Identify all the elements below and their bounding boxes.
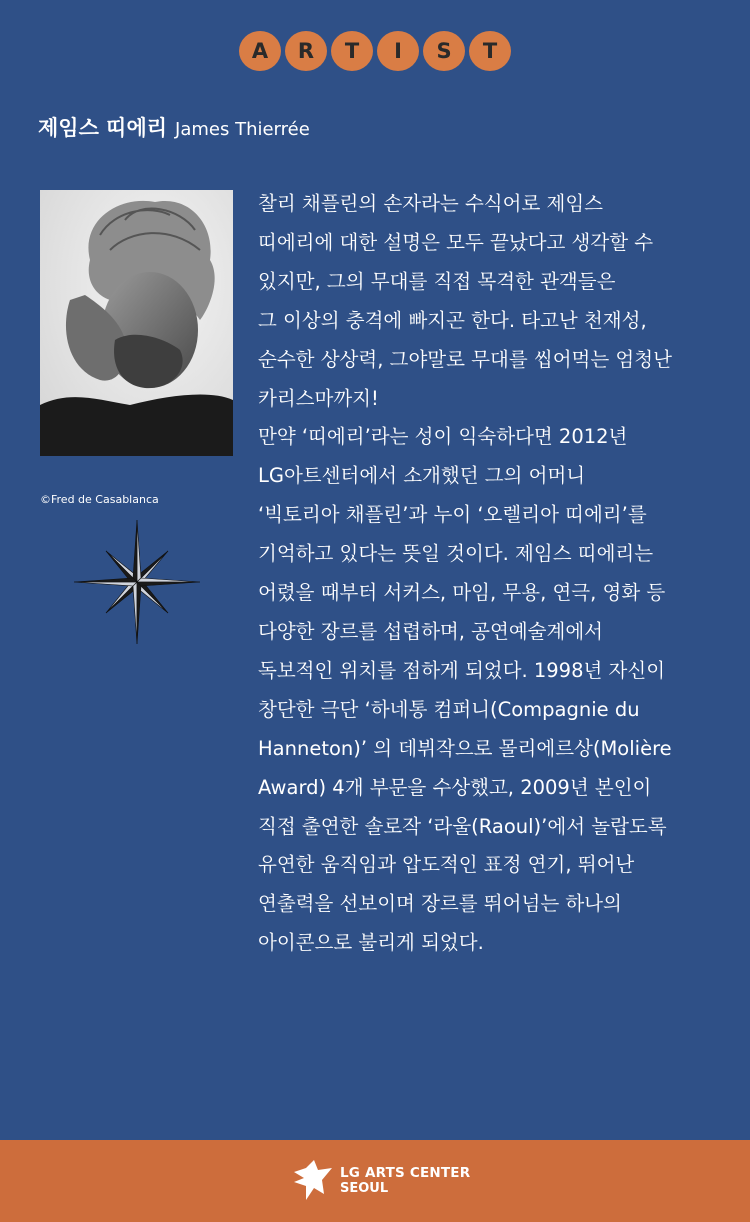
bio-line: 아이콘으로 불리게 되었다. [258,931,484,955]
logo-subtitle: SEOUL [340,1180,389,1196]
artist-photo [40,190,233,456]
bio-line: 카리스마까지! [258,386,379,410]
artist-name [38,112,310,142]
bio-line: 독보적인 위치를 점하게 되었다. 1998년 자신이 [258,658,666,682]
bio-line: 순수한 상상력, 그야말로 무대를 씹어먹는 엄청난 [258,347,672,371]
lg-arts-center-emblem-icon [292,1158,334,1202]
compass-rose-icon [72,518,202,646]
bio-line: LG아트센터에서 소개했던 그의 어머니 [258,464,586,488]
heading-letter: A [239,31,281,71]
heading-letter: T [331,31,373,71]
artist-biography [258,185,718,963]
bio-line: Award) 4개 부문을 수상했고, 2009년 본인이 [258,775,652,799]
bio-line: 있지만, 그의 무대를 직접 목격한 관객들은 [258,269,616,293]
bio-line: 기억하고 있다는 뜻일 것이다. 제임스 띠에리는 [258,542,654,566]
bio-line: ‘빅토리아 채플린’과 누이 ‘오렐리아 띠에리’를 [258,503,647,527]
heading-letter: R [285,31,327,71]
lg-arts-center-logo[interactable] [292,1158,470,1202]
heading-letter: S [423,31,465,71]
bio-line: 그 이상의 충격에 빠지곤 한다. 타고난 천재성, [258,308,647,332]
bio-line: 직접 출연한 솔로작 ‘라울(Raoul)’에서 놀랍도록 [258,814,667,838]
photo-credit: ©Fred de Casablanca [40,493,159,506]
bio-line: 다양한 장르를 섭렵하며, 공연예술계에서 [258,619,604,643]
heading-letter: T [469,31,511,71]
bio-line: 만약 ‘띠에리’라는 성이 익숙하다면 2012년 [258,425,628,449]
bio-line: 창단한 극단 ‘하네통 컴퍼니(Compagnie du [258,697,640,721]
bio-line: 띠에리에 대한 설명은 모두 끝났다고 생각할 수 [258,230,654,254]
artist-name-english: James Thierrée [175,119,310,140]
bio-line: 유연한 움직임과 압도적인 표정 연기, 뛰어난 [258,853,635,877]
artist-heading [0,31,750,71]
bio-line: 연출력을 선보이며 장르를 뛰어넘는 하나의 [258,892,622,916]
bio-line: Hanneton)’ 의 데뷔작으로 몰리에르상(Molière [258,736,672,760]
artist-name-korean: 제임스 띠에리 [38,116,168,140]
bio-line: 어렸을 때부터 서커스, 마임, 무용, 연극, 영화 등 [258,581,666,605]
heading-letter: I [377,31,419,71]
logo-title: LG ARTS CENTER [340,1164,471,1181]
bio-line: 찰리 채플린의 손자라는 수식어로 제임스 [258,192,604,215]
